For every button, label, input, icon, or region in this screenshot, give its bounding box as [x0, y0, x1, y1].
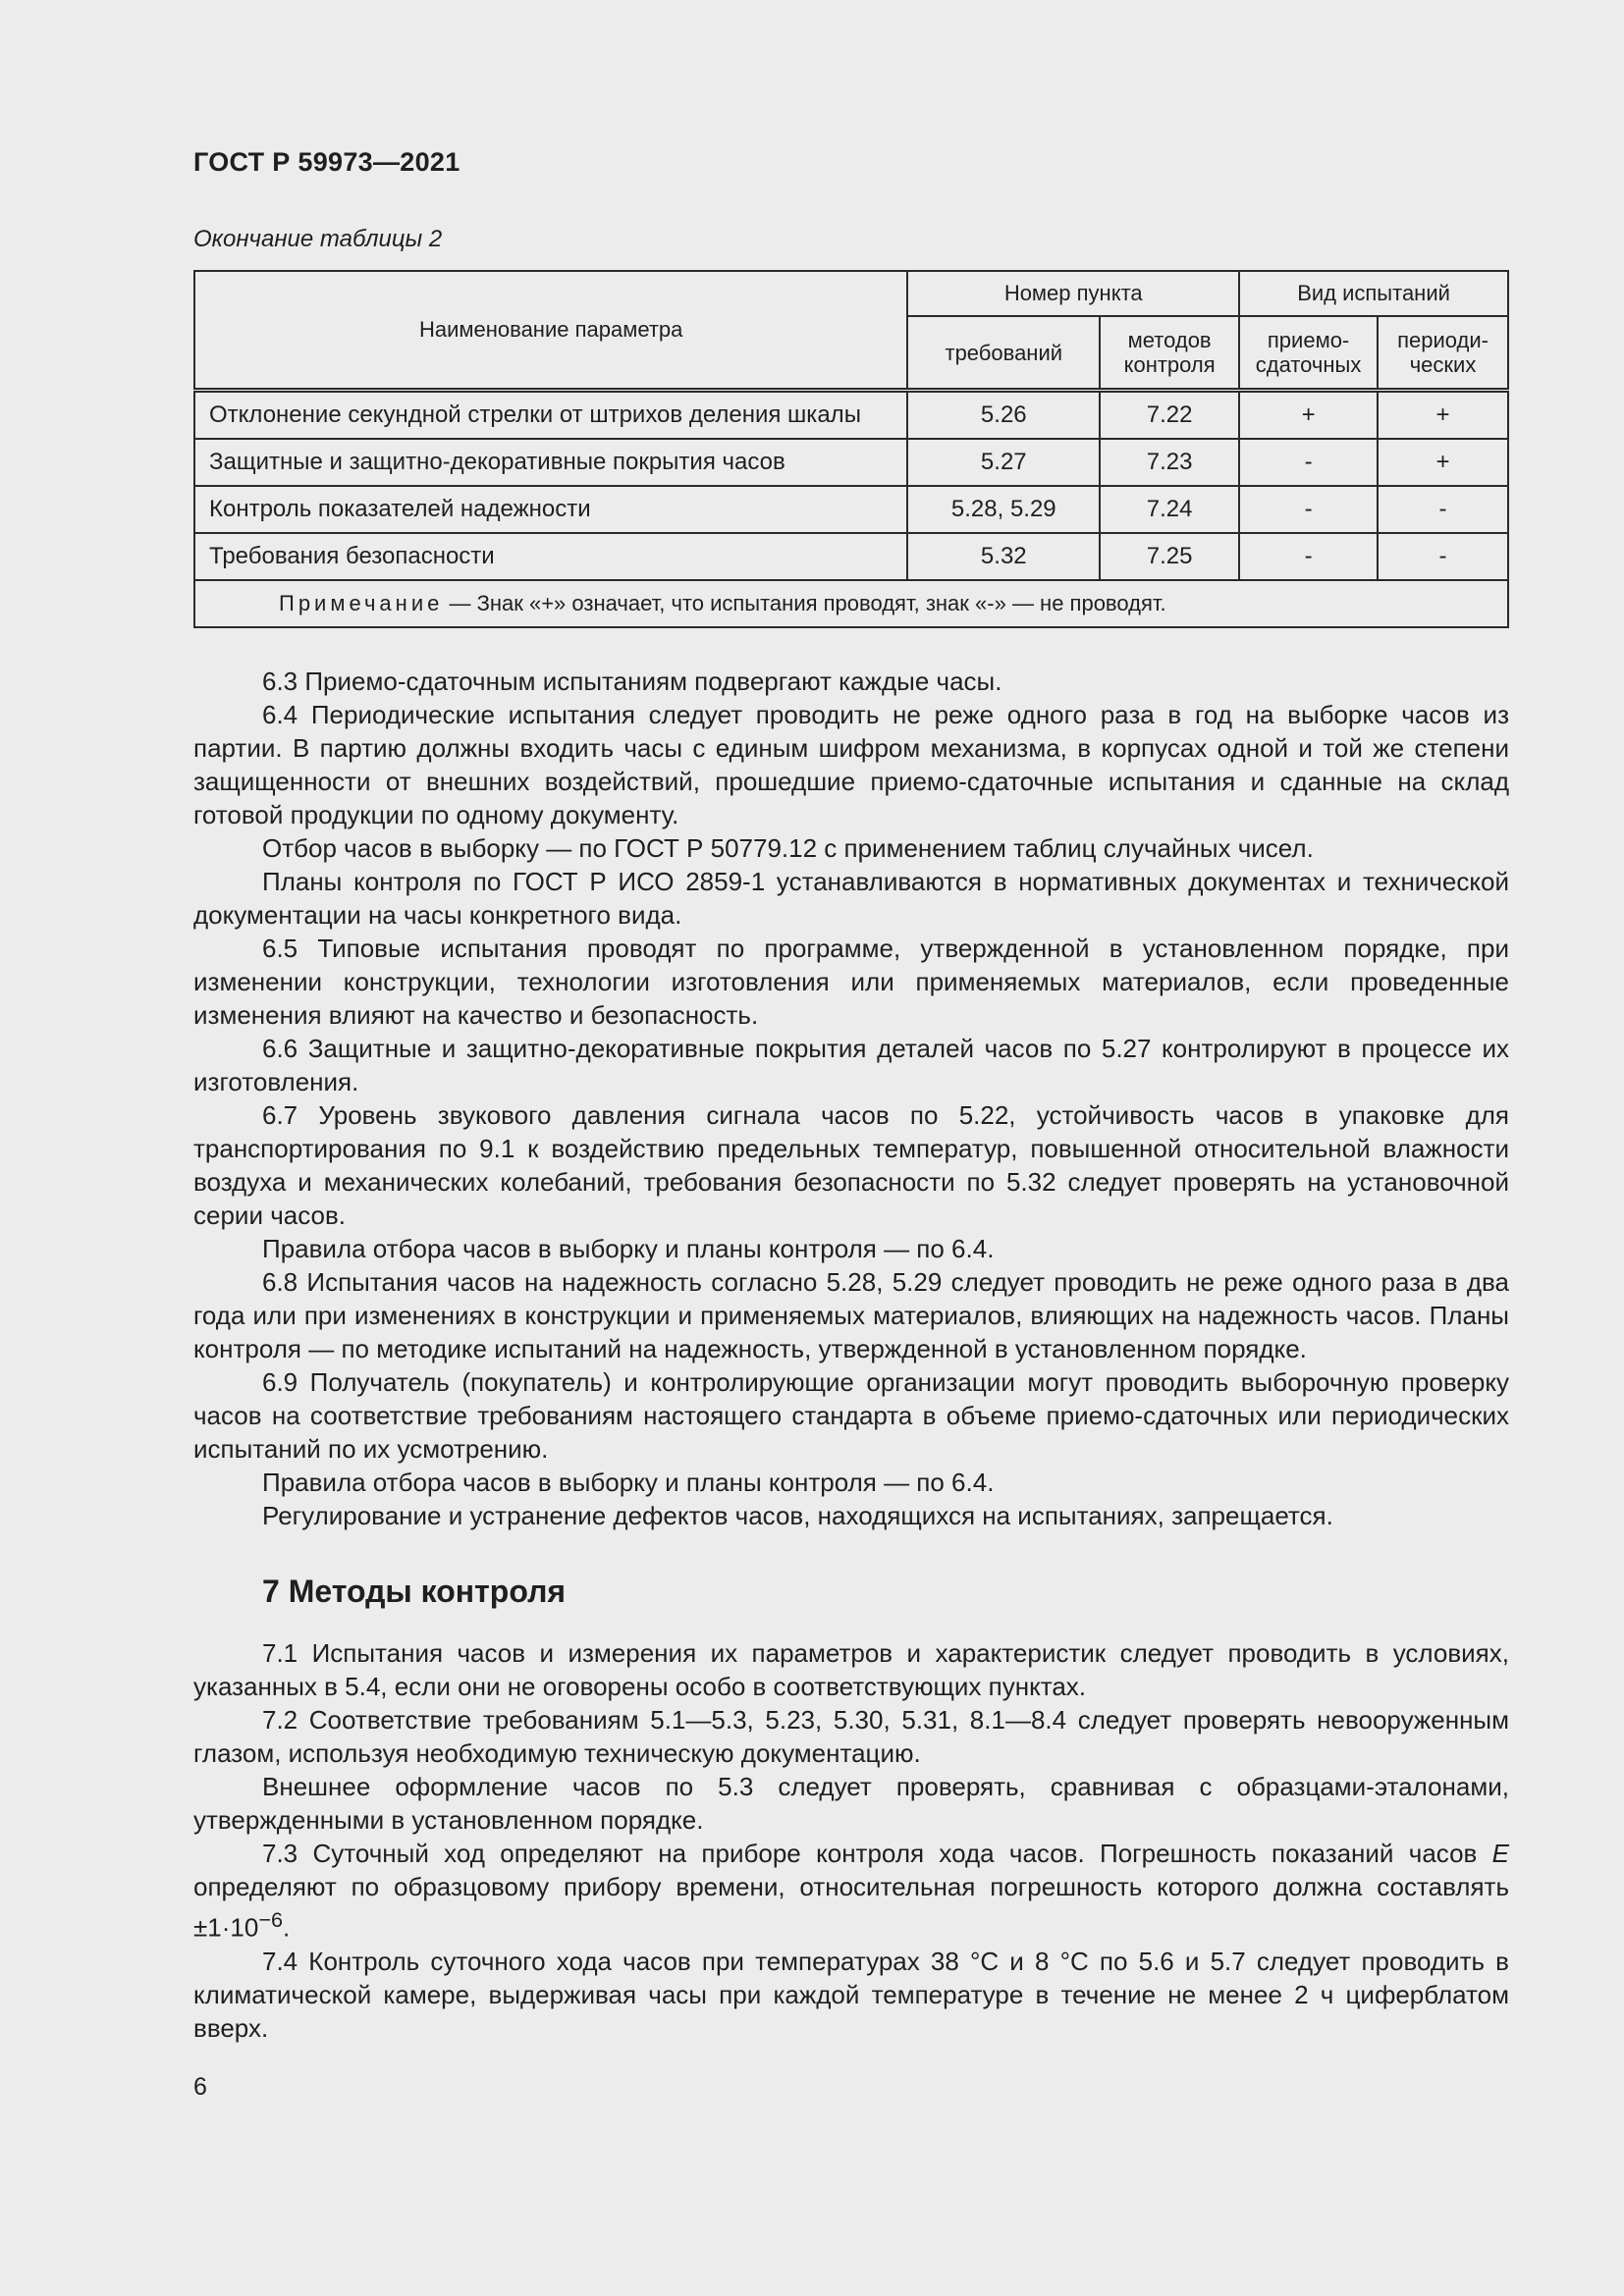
paragraph: 6.6 Защитные и защитно-декоративные покрытия деталей часов по 5.27 контролируют в процессе их изготовления. — [193, 1034, 1509, 1096]
variable-e: E — [1491, 1839, 1509, 1868]
table-row — [194, 533, 1508, 580]
table-note-row — [194, 580, 1508, 627]
cell-req: 5.26 — [907, 391, 1100, 440]
paragraph: Отбор часов в выборку — по ГОСТ Р 50779.12 с применением таблиц случайных чисел. — [262, 833, 1314, 863]
col-header-methods: методов контроля — [1100, 316, 1239, 391]
paragraph: 6.3 Приемо-сдаточным испытаниям подвергают каждые часы. — [262, 667, 1002, 696]
cell-acceptance: - — [1239, 486, 1378, 533]
cell-name: Требования безопасности — [194, 533, 907, 580]
cell-method: 7.23 — [1100, 439, 1239, 486]
page-number: 6 — [193, 2073, 207, 2101]
parameters-table — [193, 270, 1509, 628]
col-header-requirements: требований — [907, 316, 1100, 391]
cell-periodic: - — [1378, 486, 1508, 533]
cell-method: 7.24 — [1100, 486, 1239, 533]
col-header-parameter: Наименование параметра — [194, 271, 907, 391]
paragraph: 7.4 Контроль суточного хода часов при температурах 38 °C и 8 °C по 5.6 и 5.7 следует проводить в климатической камере, выдерживая часы при каждой температуре в течение не менее 2 ч циферблатом вверх. — [193, 1946, 1509, 2043]
note-label: Примечание — [279, 591, 444, 615]
table-caption: Окончание таблицы 2 — [193, 226, 443, 252]
document-header: ГОСТ Р 59973—2021 — [193, 147, 460, 177]
table-row — [194, 439, 1508, 486]
paragraph: 6.5 Типовые испытания проводят по программе, утвержденной в установленном порядке, при изменении конструкции, технологии изготовления или применяемых материалов, если проведенные изменения влияют на качество и безопасность. — [193, 934, 1509, 1030]
paragraph: 7.2 Соответствие требованиям 5.1—5.3, 5.23, 5.30, 5.31, 8.1—8.4 следует проверять невооруженным глазом, используя необходимую техническую документацию. — [193, 1705, 1509, 1768]
cell-periodic: + — [1378, 439, 1508, 486]
paragraph — [193, 1837, 1509, 1945]
paragraph: 6.8 Испытания часов на надежность согласно 5.28, 5.29 следует проводить не реже одного раза в два года или при изменениях в конструкции и применяемых материалов, влияющих на надежность часов. Планы контроля — по методике испытаний на надежность, утвержденной в установленном порядке. — [193, 1267, 1509, 1363]
cell-acceptance: + — [1239, 391, 1378, 440]
text-run: 7.3 Суточный ход определяют на приборе контроля хода часов. Погрешность показаний часов — [262, 1839, 1492, 1868]
table-row — [194, 486, 1508, 533]
note-text: — Знак «+» означает, что испытания проводят, знак «-» — не проводят. — [443, 591, 1166, 615]
cell-periodic: - — [1378, 533, 1508, 580]
col-header-periodic: периоди-ческих — [1378, 316, 1508, 391]
cell-req: 5.32 — [907, 533, 1100, 580]
cell-name: Отклонение секундной стрелки от штрихов деления шкалы — [194, 391, 907, 440]
col-header-acceptance: приемо-сдаточных — [1239, 316, 1378, 391]
text-run: . — [283, 1912, 291, 1943]
paragraph: 6.9 Получатель (покупатель) и контролирующие организации могут проводить выборочную проверку часов на соответствие требованиям настоящего стандарта в объеме приемо-сдаточных или периодических испытаний по их усмотрению. — [193, 1367, 1509, 1464]
cell-periodic: + — [1378, 391, 1508, 440]
table-row — [194, 391, 1508, 440]
paragraph: 6.7 Уровень звукового давления сигнала часов по 5.22, устойчивость часов в упаковке для транспортирования по 9.1 к воздействию предельных температур, повышенной относительной влажности воздуха и механических колебаний, требования безопасности по 5.32 следует проверять на установочной серии часов. — [193, 1100, 1509, 1230]
exponent: −6 — [258, 1907, 284, 1932]
paragraph: 6.4 Периодические испытания следует проводить не реже одного раза в год на выборке часов из партии. В партию должны входить часы с единым шифром механизма, в корпусах одной и той же степени защищенности от внешних воздействий, прошедшие приемо-сдаточные испытания и сданные на склад готовой продукции по одному документу. — [193, 700, 1509, 829]
table-note — [194, 580, 1508, 627]
paragraph: Планы контроля по ГОСТ Р ИСО 2859-1 устанавливаются в нормативных документах и техничеcкой документации на часы конкретного вида. — [193, 867, 1509, 930]
cell-name: Защитные и защитно-декоративные покрытия часов — [194, 439, 907, 486]
section-title: 7 Методы контроля — [262, 1574, 567, 1609]
cell-acceptance: - — [1239, 533, 1378, 580]
cell-method: 7.25 — [1100, 533, 1239, 580]
paragraph: 7.1 Испытания часов и измерения их параметров и характеристик следует проводить в условиях, указанных в 5.4, если они не оговорены особо в соответствующих пунктах. — [193, 1638, 1509, 1701]
paragraph: Внешнее оформление часов по 5.3 следует проверять, сравнивая с образцами-эталонами, утвержденными в установленном порядке. — [193, 1772, 1509, 1835]
paragraph: Правила отбора часов в выборку и планы контроля — по 6.4. — [262, 1468, 995, 1497]
paragraph: Правила отбора часов в выборку и планы контроля — по 6.4. — [262, 1234, 995, 1263]
body-text — [193, 665, 1509, 2045]
cell-name: Контроль показателей надежности — [194, 486, 907, 533]
col-group-test-type: Вид испытаний — [1239, 271, 1508, 316]
paragraph: Регулирование и устранение дефектов часов, находящихся на испытаниях, запрещается. — [262, 1501, 1333, 1530]
col-group-number: Номер пункта — [907, 271, 1239, 316]
cell-req: 5.28, 5.29 — [907, 486, 1100, 533]
text-run: определяют по образцовому прибору времени, относительная погрешность которого должна составлять ±1·10 — [193, 1872, 1509, 1943]
cell-req: 5.27 — [907, 439, 1100, 486]
cell-acceptance: - — [1239, 439, 1378, 486]
cell-method: 7.22 — [1100, 391, 1239, 440]
